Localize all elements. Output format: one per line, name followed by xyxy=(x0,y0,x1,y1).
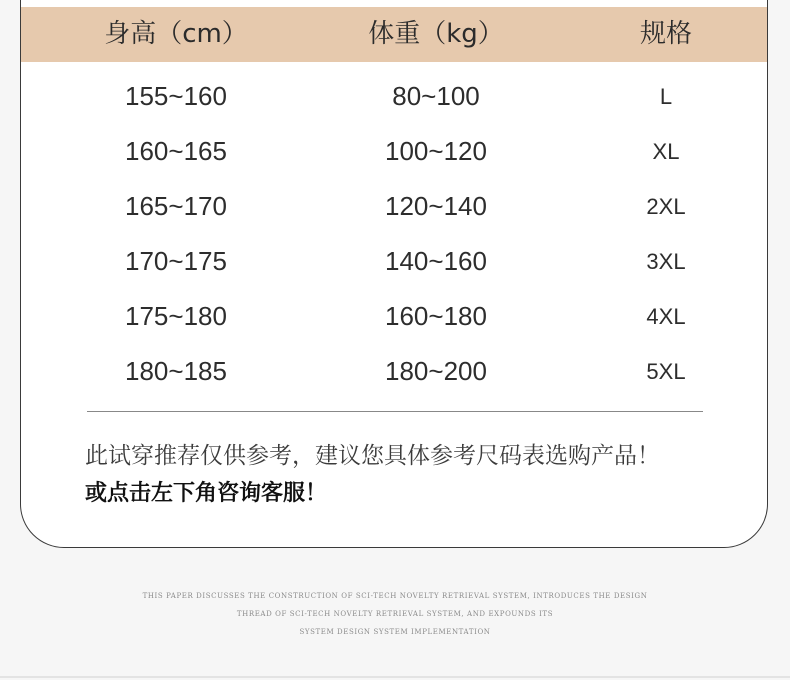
footer-text-line: THREAD OF SCI-TECH NOVELTY RETRIEVAL SYSTEM, AND EXPOUNDS ITS xyxy=(236,610,554,618)
bottom-border xyxy=(0,676,790,678)
table-row xyxy=(21,234,767,289)
header-height: 身高（cm） xyxy=(104,19,248,49)
height-cell: 175~180 xyxy=(125,301,227,331)
header-size: 规格 xyxy=(639,19,692,49)
weight-cell: 100~120 xyxy=(385,136,487,166)
weight-cell: 80~100 xyxy=(392,81,480,111)
table-row xyxy=(21,289,767,344)
height-cell: 155~160 xyxy=(125,81,227,111)
height-cell: 160~165 xyxy=(125,136,227,166)
customer-service-note: 或点击左下角咨询客服！ xyxy=(85,481,328,506)
sizing-disclaimer: 此试穿推荐仅供参考，建议您具体参考尺码表选购产品！ xyxy=(85,443,660,469)
table-row xyxy=(21,179,767,234)
footer-text-line: SYSTEM DESIGN SYSTEM IMPLEMENTATION xyxy=(299,628,491,636)
weight-cell: 180~200 xyxy=(385,356,487,386)
size-cell: 2XL xyxy=(646,194,686,219)
header-weight: 体重（kg） xyxy=(368,19,504,49)
size-cell: XL xyxy=(652,139,680,164)
weight-cell: 140~160 xyxy=(385,246,487,276)
weight-cell: 120~140 xyxy=(385,191,487,221)
height-cell: 180~185 xyxy=(125,356,227,386)
weight-cell: 160~180 xyxy=(385,301,487,331)
size-cell: 3XL xyxy=(646,249,686,274)
table-body xyxy=(21,69,767,399)
table-row xyxy=(21,124,767,179)
footer-text-line: THIS PAPER DISCUSSES THE CONSTRUCTION OF SCI-TECH NOVELTY RETRIEVAL SYSTEM, INTRODUCES THE DESIGN xyxy=(142,592,648,600)
divider xyxy=(87,411,703,412)
table-row xyxy=(21,344,767,399)
size-cell: 4XL xyxy=(646,304,686,329)
size-cell: 5XL xyxy=(646,359,686,384)
height-cell: 165~170 xyxy=(125,191,227,221)
height-cell: 170~175 xyxy=(125,246,227,276)
size-chart-card xyxy=(20,0,768,548)
size-cell: L xyxy=(659,84,673,109)
table-header xyxy=(21,7,767,62)
table-row xyxy=(21,69,767,124)
